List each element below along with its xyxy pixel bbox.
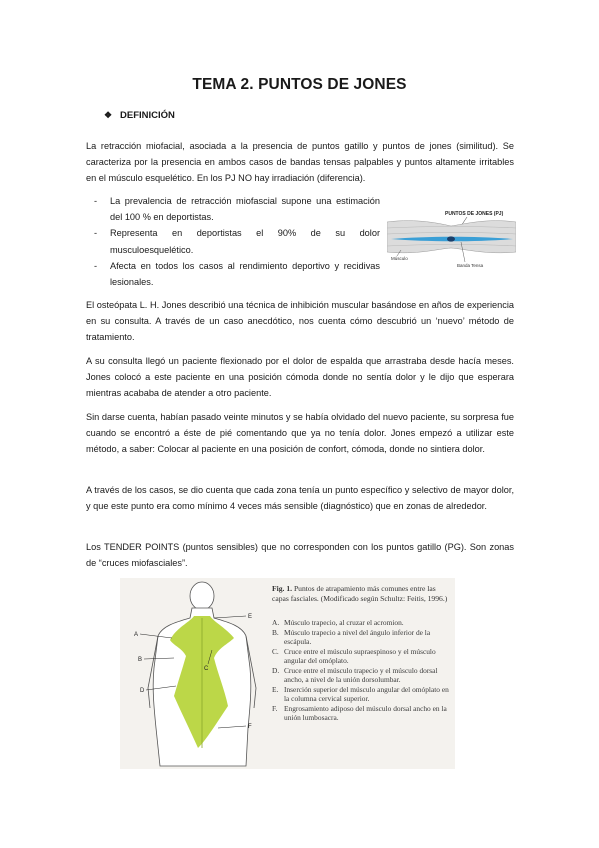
bullet-text: Afecta en todos los casos al rendimiento deportivo y recidivas lesionales. bbox=[110, 260, 380, 288]
marker-b: B bbox=[138, 657, 143, 663]
jones-points-figure bbox=[387, 200, 516, 272]
jones-point-marker bbox=[447, 236, 455, 241]
legend-letter: D. bbox=[272, 665, 280, 675]
legend-letter: E. bbox=[272, 684, 279, 694]
back-illustration bbox=[120, 578, 270, 769]
legend-item bbox=[272, 666, 450, 685]
marker-c: C bbox=[204, 666, 209, 672]
legend-item bbox=[272, 704, 450, 723]
figure-caption-text: Puntos de atrapamiento más comunes entre las capas fasciales. (Modificado según Schultz: Feitis, 1996.) bbox=[272, 584, 448, 603]
paragraph-tender-zones: A través de los casos, se dio cuenta que cada zona tenía un punto específico y selectivo de mayor dolor, y que este punto era como mínimo 4 veces más sensible (diagnóstico) que en zonas de alrededor. bbox=[86, 485, 514, 512]
paragraph-jones-technique: El osteópata L. H. Jones describió una técnica de inhibición muscular basándose en años de experiencia en su consulta. A través de un caso anecdótico, nos cuenta cómo descubrió un ‘nuevo’ método de tratamiento. bbox=[86, 300, 514, 343]
paragraph-tender-points: Los TENDER POINTS (puntos sensibles) que no corresponden con los puntos gatillo (PG). Son zonas de “cruces miofasciales”. bbox=[86, 542, 514, 569]
figure-number: Fig. 1. bbox=[272, 584, 293, 593]
legend-item bbox=[272, 685, 450, 704]
marker-f: F bbox=[248, 724, 252, 730]
legend-text: Engrosamiento adiposo del músculo dorsal ancho en la unión lumbosacra. bbox=[284, 703, 447, 722]
legend-text: Músculo trapecio, al cruzar el acromion. bbox=[284, 618, 404, 627]
legend-item bbox=[272, 647, 450, 666]
bullet-item bbox=[94, 193, 380, 225]
legend-letter: C. bbox=[272, 646, 279, 656]
legend-text: Cruce entre el músculo trapecio y el músculo dorsal ancho, a nivel de la unión dorsolumbar. bbox=[284, 665, 438, 684]
diamond-bullet-icon: ❖ bbox=[104, 110, 113, 120]
legend-item bbox=[272, 628, 450, 647]
band-label: Banda Tensa bbox=[457, 263, 484, 268]
bullet-item bbox=[94, 258, 380, 290]
paragraph-patient-case: A su consulta llegó un paciente flexionado por el dolor de espalda que arrastraba desde hacía meses. Jones colocó a este paciente en una posición cómoda donde no sentía dolor y le dijo que esperara mientras acababa de atender a otro paciente. bbox=[86, 356, 514, 399]
marker-e: E bbox=[248, 614, 253, 620]
legend-letter: A. bbox=[272, 618, 280, 627]
legend-text: Cruce entre el músculo supraespinoso y el músculo angular del omóplato. bbox=[284, 646, 436, 665]
paragraph-definition: La retracción miofacial, asociada a la presencia de puntos gatillo y puntos de jones (similitud). Se caracteriza por la presencia en ambos casos de bandas tensas palpables y puntos altamente irritables en el músculo esquelético. En los PJ NO hay irradiación (diferencia). bbox=[86, 141, 514, 184]
bullet-dash: - bbox=[94, 260, 98, 271]
bullet-item bbox=[94, 225, 380, 257]
bullet-dash: - bbox=[94, 228, 98, 239]
jones-figure-label: PUNTOS DE JONES (PJ) bbox=[445, 211, 504, 217]
section-heading bbox=[104, 110, 175, 121]
legend-text: Músculo trapecio a nivel del ángulo inferior de la escápula. bbox=[284, 627, 431, 646]
bullet-text: La prevalencia de retracción miofascial supone una estimación del 100 % en deportistas. bbox=[110, 196, 380, 223]
marker-d: D bbox=[140, 688, 145, 694]
legend-text: Inserción superior del músculo angular del omóplato en la columna cervical superior. bbox=[284, 684, 449, 703]
legend-letter: B. bbox=[272, 627, 279, 637]
section-heading-text: DEFINICIÓN bbox=[120, 110, 175, 121]
legend-item bbox=[272, 618, 450, 628]
marker-a: A bbox=[134, 632, 139, 638]
muscle-label: Músculo bbox=[391, 256, 408, 261]
figure-caption bbox=[272, 584, 450, 603]
legend-letter: F. bbox=[272, 703, 278, 713]
bullet-dash: - bbox=[94, 196, 98, 206]
back-trigger-points-figure bbox=[120, 578, 455, 769]
figure-legend-list bbox=[272, 618, 450, 723]
page-title: TEMA 2. PUNTOS DE JONES bbox=[192, 76, 407, 93]
paragraph-discovery: Sin darse cuenta, habían pasado veinte minutos y se había olvidado del nuevo paciente, su sorpresa fue cuando se encontró a éste de pié comentando que ya no tenía dolor. Jones empezó a utilizar este método, a saber: Colocar al paciente en una posición de confort, cómoda, donde no sintiera dolor. bbox=[86, 412, 514, 455]
bullet-list bbox=[94, 193, 380, 290]
bullet-text: Representa en deportistas el 90% de su dolor musculoesquelético. bbox=[110, 228, 380, 255]
